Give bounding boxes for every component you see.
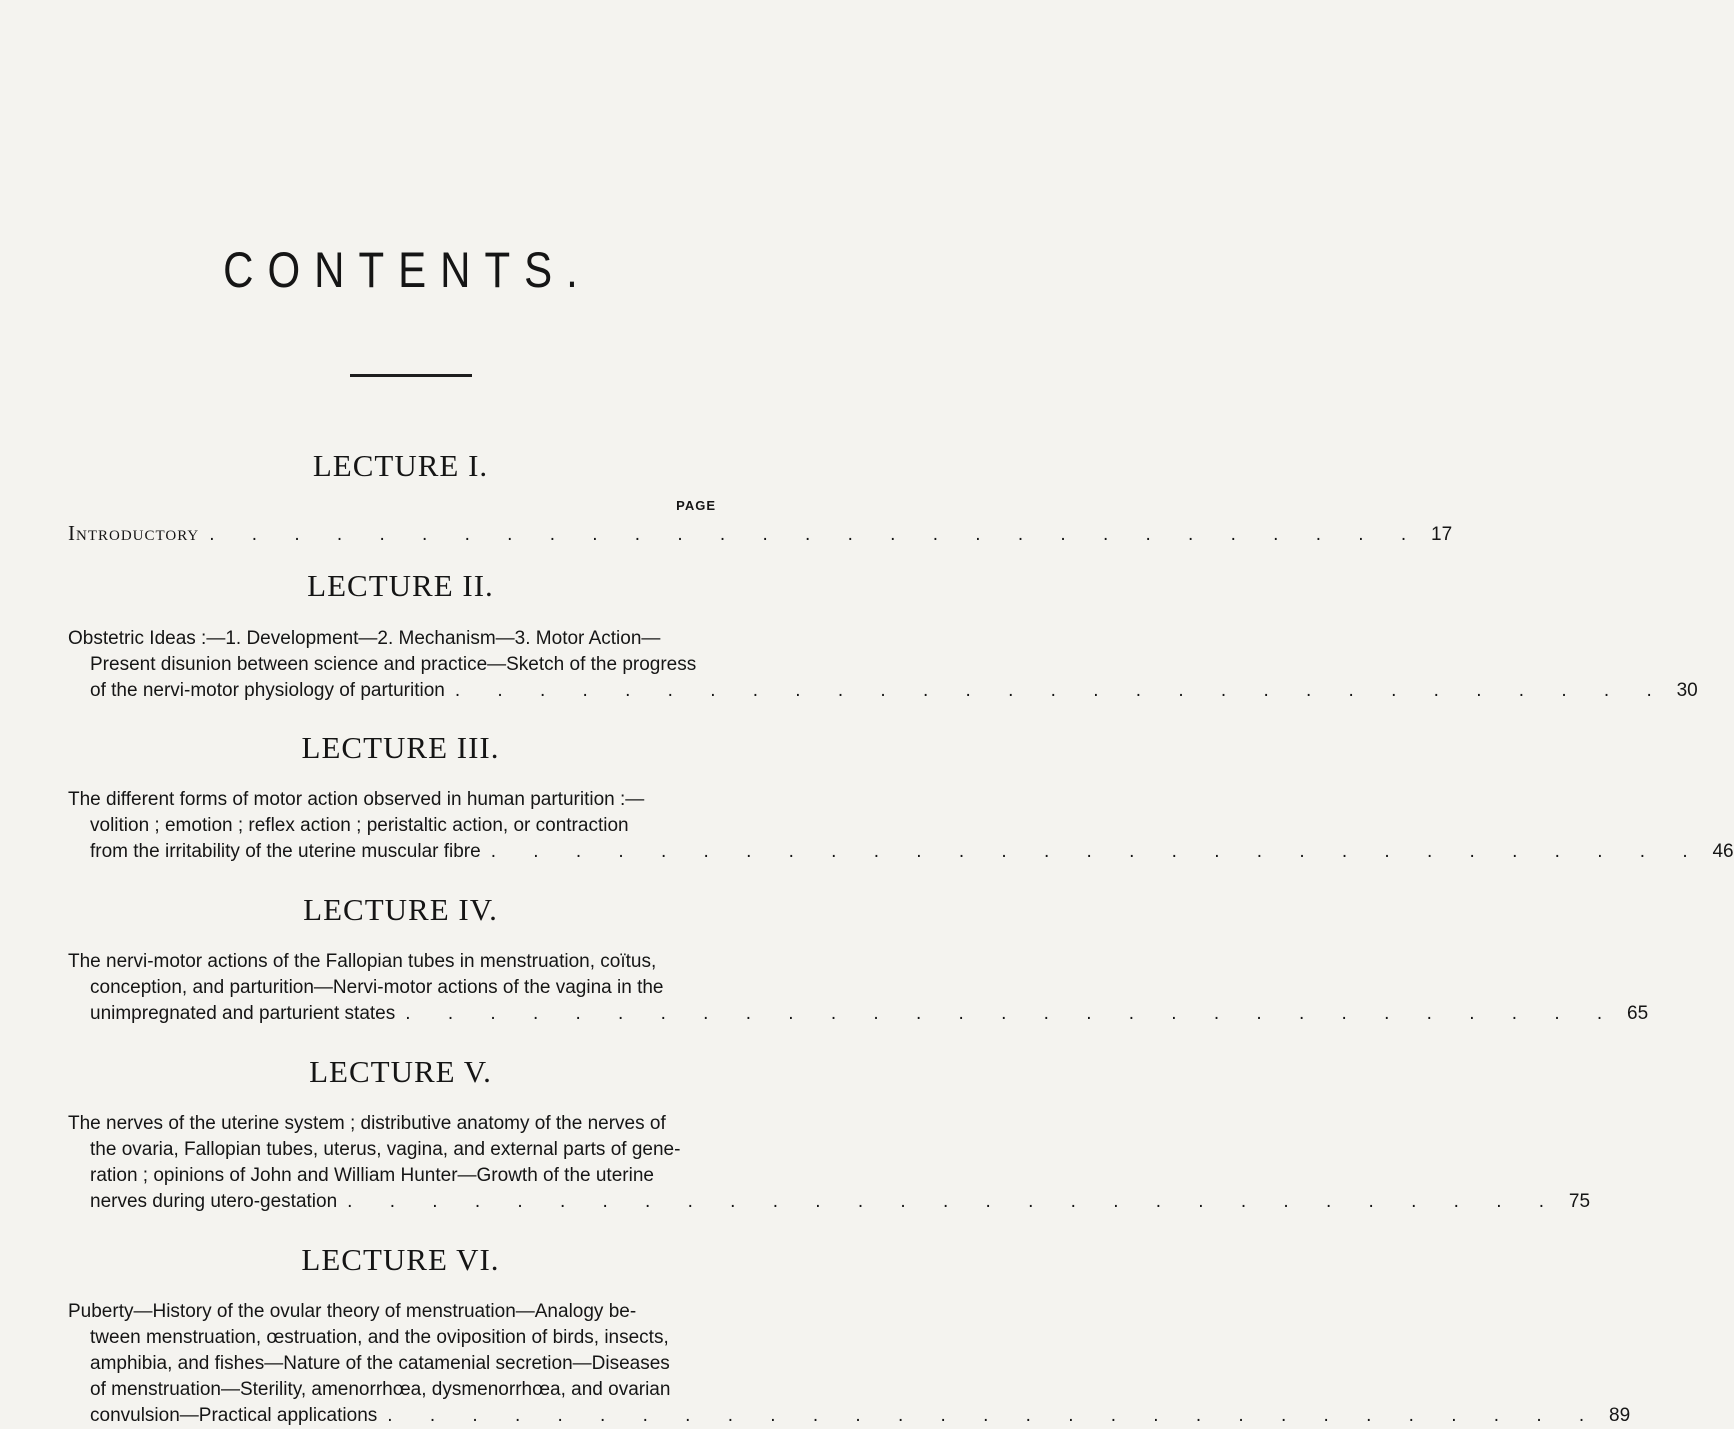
toc-entry-lecture-3 <box>68 787 1734 865</box>
page-title: CONTENTS. <box>223 241 592 298</box>
toc-entry-lecture-6 <box>68 1299 1631 1429</box>
lecture-heading: LECTURE V. <box>309 1054 492 1089</box>
toc-entry-line: tween menstruation, œstruation, and the oviposition of birds, insects, <box>90 1327 669 1348</box>
toc-entry-text: Introductory <box>68 521 200 545</box>
toc-entry-lecture-4 <box>68 949 1649 1027</box>
lecture-heading: LECTURE VI. <box>301 1242 500 1277</box>
toc-entry-line: Obstetric Ideas :—1. Development—2. Mechanism—3. Motor Action— <box>68 628 661 649</box>
dot-leader: . . . . . . . . . . . . . . . . . . . . . . . . . . . . . <box>387 1405 1601 1426</box>
toc-entry-text: nerves during utero-gestation <box>90 1191 338 1212</box>
toc-entry-line <box>68 1001 1649 1027</box>
page-column-label: PAGE <box>676 498 716 513</box>
page-number: 17 <box>1431 524 1453 545</box>
page-number: 89 <box>1609 1405 1631 1426</box>
dot-leader: . . . . . . . . . . . . . . . . . . . . . . . . . . . . . <box>209 524 1423 545</box>
page-number: 46 <box>1712 841 1734 862</box>
toc-entry-line <box>68 678 1698 704</box>
lecture-heading: LECTURE II. <box>307 568 494 603</box>
toc-entry-line: the ovaria, Fallopian tubes, uterus, vagina, and external parts of gene- <box>90 1139 681 1160</box>
toc-entry-line: The different forms of motor action observed in human parturition :— <box>68 789 645 810</box>
toc-entry-line: The nerves of the uterine system ; distributive anatomy of the nerves of <box>68 1113 666 1134</box>
dot-leader: . . . . . . . . . . . . . . . . . . . . . . . . . . . . . <box>454 680 1668 701</box>
toc-entry-text: convulsion—Practical applications <box>90 1405 378 1426</box>
toc-entry-line: of menstruation—Sterility, amenorrhœa, dysmenorrhœa, and ovarian <box>90 1379 671 1400</box>
toc-entry-lecture-2 <box>68 626 1698 704</box>
toc-entry-line: Present disunion between science and practice—Sketch of the progress <box>90 654 697 675</box>
toc-entry-line <box>68 1403 1631 1429</box>
toc-entry-line: Puberty—History of the ovular theory of menstruation—Analogy be- <box>68 1301 637 1322</box>
toc-entry-line: conception, and parturition—Nervi-motor actions of the vagina in the <box>90 977 664 998</box>
toc-entry-text: from the irritability of the uterine muscular fibre <box>90 841 481 862</box>
toc-entry-line <box>68 839 1734 865</box>
toc-entry-line: amphibia, and fishes—Nature of the catamenial secretion—Diseases <box>90 1353 670 1374</box>
toc-entry-line <box>68 520 1453 548</box>
lecture-heading: LECTURE III. <box>301 730 500 765</box>
lecture-heading: LECTURE IV. <box>303 892 498 927</box>
toc-entry-text: of the nervi-motor physiology of parturition <box>90 680 445 701</box>
page-number: 30 <box>1676 680 1698 701</box>
dot-leader: . . . . . . . . . . . . . . . . . . . . . . . . . . . . . <box>490 841 1704 862</box>
toc-entry-text: unimpregnated and parturient states <box>90 1003 396 1024</box>
toc-entry-line: ration ; opinions of John and William Hunter—Growth of the uterine <box>90 1165 654 1186</box>
toc-entry-lecture-1 <box>68 520 1453 548</box>
dot-leader: . . . . . . . . . . . . . . . . . . . . . . . . . . . . . <box>347 1191 1561 1212</box>
page-number: 65 <box>1627 1003 1649 1024</box>
toc-entry-line: volition ; emotion ; reflex action ; peristaltic action, or contraction <box>90 815 629 836</box>
toc-entry-line: The nervi-motor actions of the Fallopian tubes in menstruation, coïtus, <box>68 951 657 972</box>
page-number: 75 <box>1568 1191 1591 1212</box>
lecture-heading: LECTURE I. <box>312 448 489 483</box>
title-rule <box>350 374 472 377</box>
toc-entry-lecture-5 <box>68 1111 1591 1215</box>
toc-entry-line <box>68 1189 1591 1215</box>
dot-leader: . . . . . . . . . . . . . . . . . . . . . . . . . . . . . <box>405 1003 1619 1024</box>
